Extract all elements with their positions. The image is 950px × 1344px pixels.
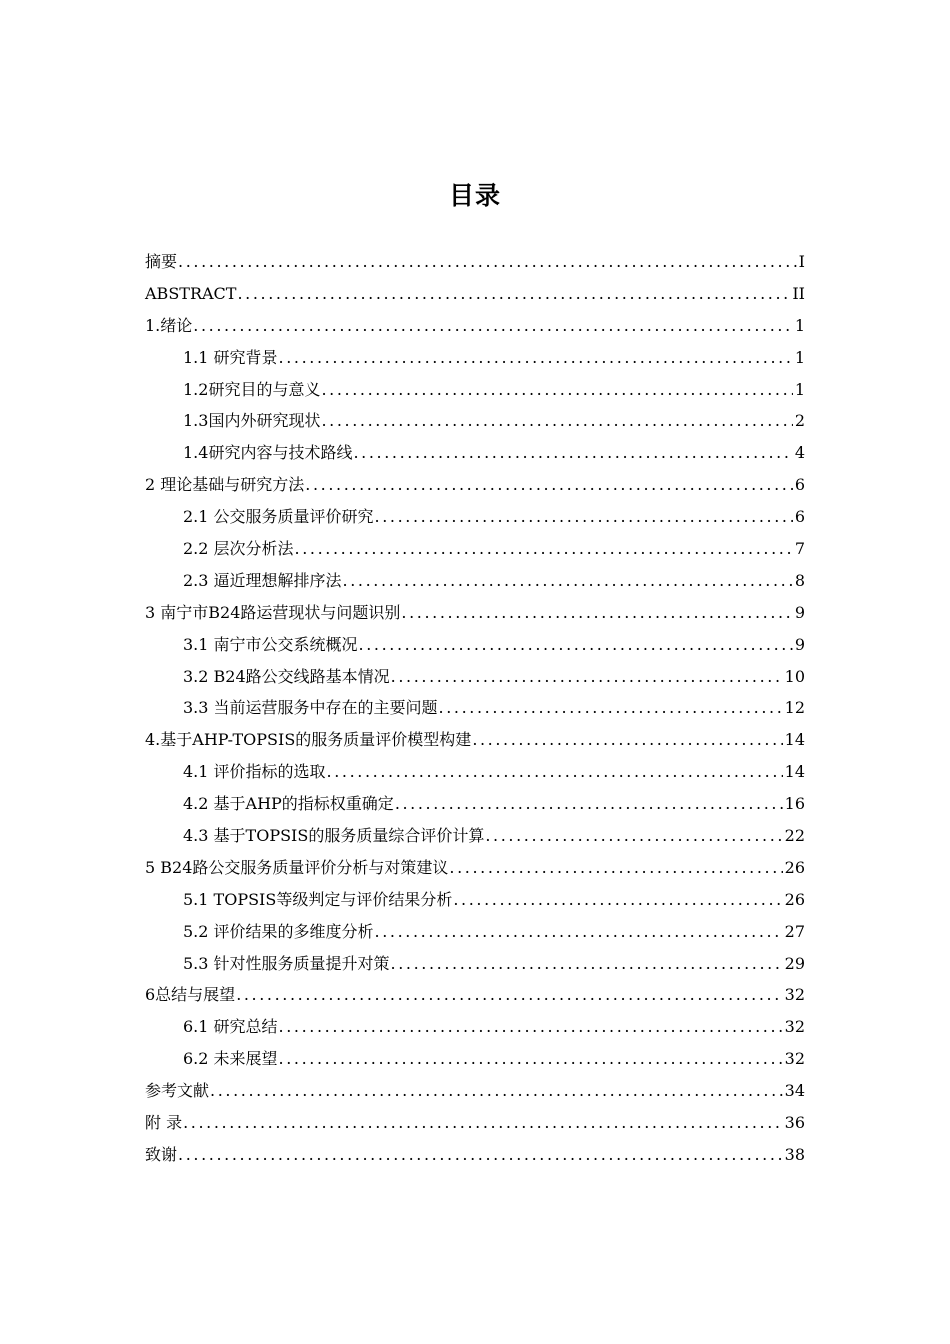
toc-entry[interactable] [145,405,805,437]
toc-entry-label: 2.2 层次分析法 [183,539,294,559]
toc-entry-page-number: 27 [784,921,805,941]
toc-entry[interactable] [145,1075,805,1107]
toc-entry-page-number: 22 [784,826,805,846]
toc-entry-page-number: 32 [784,985,805,1005]
toc-entry[interactable] [145,629,805,661]
toc-entry-label: 参考文献 [145,1081,210,1101]
dot-leader [359,629,793,661]
toc-entry-label: 5.1 TOPSIS等级判定与评价结果分析 [183,889,453,909]
toc-entry-label: 1.3国内外研究现状 [183,411,321,431]
toc-entry-label: 5.2 评价结果的多维度分析 [183,921,374,941]
toc-entry[interactable] [145,1139,805,1171]
toc-entry[interactable] [145,756,805,788]
toc-entry-label: 1.1 研究背景 [183,347,278,367]
dot-leader [210,1075,783,1107]
toc-entry-label: 3.1 南宁市公交系统概况 [183,634,358,654]
dot-leader [279,342,793,374]
toc-entry-label: 2.1 公交服务质量评价研究 [183,507,374,527]
toc-entry-label: 4.1 评价指标的选取 [183,762,326,782]
toc-entry[interactable] [145,342,805,374]
toc-entry-page-number: 26 [784,857,805,877]
dot-leader [236,979,782,1011]
dot-leader [485,820,782,852]
toc-entry-page-number: 38 [784,1144,805,1164]
toc-entry-label: 2 理论基础与研究方法 [145,475,305,495]
dot-leader [395,788,783,820]
toc-entry-page-number: 1 [794,315,805,335]
toc-entry[interactable] [145,437,805,469]
toc-entry[interactable] [145,948,805,980]
toc-entry[interactable] [145,852,805,884]
toc-entry-page-number: 2 [794,411,805,431]
dot-leader [321,374,792,406]
toc-entry-label: 1.绪论 [145,315,193,335]
toc-entry[interactable] [145,724,805,756]
toc-entry[interactable] [145,278,805,310]
toc-entry-label: 5.3 针对性服务质量提升对策 [183,953,390,973]
dot-leader [375,916,783,948]
toc-entry[interactable] [145,374,805,406]
dot-leader [439,692,783,724]
toc-entry[interactable] [145,661,805,693]
toc-entry[interactable] [145,501,805,533]
dot-leader [327,756,783,788]
toc-entry-label: ABSTRACT [145,283,237,303]
toc-entry-page-number: II [792,283,805,303]
toc-entry[interactable] [145,597,805,629]
toc-entry[interactable] [145,565,805,597]
dot-leader [178,246,797,278]
toc-entry-page-number: 14 [784,762,805,782]
toc-entry-label: 附 录 [145,1113,183,1133]
toc-entry-label: 1.2研究目的与意义 [183,379,321,399]
toc-entry-page-number: 14 [784,730,805,750]
toc-entry-page-number: 9 [794,602,805,622]
toc-entry[interactable] [145,820,805,852]
toc-entry-label: 1.4研究内容与技术路线 [183,443,353,463]
dot-leader [375,501,793,533]
dot-leader [391,661,783,693]
toc-entry[interactable] [145,246,805,278]
page-title: 目录 [448,181,501,210]
toc-entry[interactable] [145,533,805,565]
toc-entry-label: 4.基于AHP-TOPSIS的服务质量评价模型构建 [145,730,472,750]
toc-entry-page-number: 32 [784,1017,805,1037]
toc-entry-label: 6.2 未来展望 [183,1049,278,1069]
toc-entry-page-number: 1 [794,379,805,399]
toc-entry[interactable] [145,1011,805,1043]
toc-entry[interactable] [145,310,805,342]
toc-entry-page-number: 36 [784,1113,805,1133]
toc-entry-page-number: 9 [794,634,805,654]
toc-entry-page-number: I [798,252,805,271]
toc-entry[interactable] [145,979,805,1011]
toc-entry-page-number: 8 [794,570,805,590]
dot-leader [401,597,792,629]
toc-entry-page-number: 29 [784,953,805,973]
dot-leader [237,278,790,310]
toc-entry-label: 3.2 B24路公交线路基本情况 [183,666,390,686]
dot-leader [343,565,793,597]
dot-leader [279,1043,783,1075]
toc-entry-page-number: 6 [794,507,805,527]
toc-entry-page-number: 34 [784,1081,805,1101]
toc-entry[interactable] [145,788,805,820]
toc-entry-page-number: 12 [784,698,805,718]
toc-entry-page-number: 6 [794,475,805,495]
dot-leader [279,1011,783,1043]
toc-entry-label: 4.3 基于TOPSIS的服务质量综合评价计算 [183,826,485,846]
toc-entry[interactable] [145,469,805,501]
toc-entry-page-number: 7 [794,539,805,559]
toc-entry-page-number: 10 [784,666,805,686]
dot-leader [353,437,792,469]
toc-entry-page-number: 1 [794,347,805,367]
toc-entry-label: 6.1 研究总结 [183,1017,278,1037]
toc-entry-page-number: 4 [794,443,805,463]
dot-leader [295,533,793,565]
toc-entry[interactable] [145,884,805,916]
dot-leader [178,1139,783,1171]
toc-entry-page-number: 16 [784,794,805,814]
toc-entry-label: 2.3 逼近理想解排序法 [183,570,342,590]
toc-entry-label: 4.2 基于AHP的指标权重确定 [183,794,394,814]
toc-entry[interactable] [145,916,805,948]
dot-leader [183,1107,783,1139]
toc-entry-label: 3 南宁市B24路运营现状与问题识别 [145,602,401,622]
dot-leader [321,405,792,437]
toc-entry[interactable] [145,692,805,724]
dot-leader [305,469,793,501]
toc-entry-label: 6总结与展望 [145,985,236,1005]
toc-entry-label: 3.3 当前运营服务中存在的主要问题 [183,698,438,718]
table-of-contents [145,246,805,1171]
dot-leader [391,948,783,980]
toc-entry-label: 5 B24路公交服务质量评价分析与对策建议 [145,857,449,877]
dot-leader [453,884,782,916]
toc-entry[interactable] [145,1107,805,1139]
toc-entry-label: 致谢 [145,1144,178,1164]
dot-leader [193,310,793,342]
toc-entry-page-number: 26 [784,889,805,909]
dot-leader [472,724,782,756]
toc-entry-page-number: 32 [784,1049,805,1069]
toc-entry-label: 摘要 [145,252,178,271]
toc-entry[interactable] [145,1043,805,1075]
dot-leader [449,852,782,884]
